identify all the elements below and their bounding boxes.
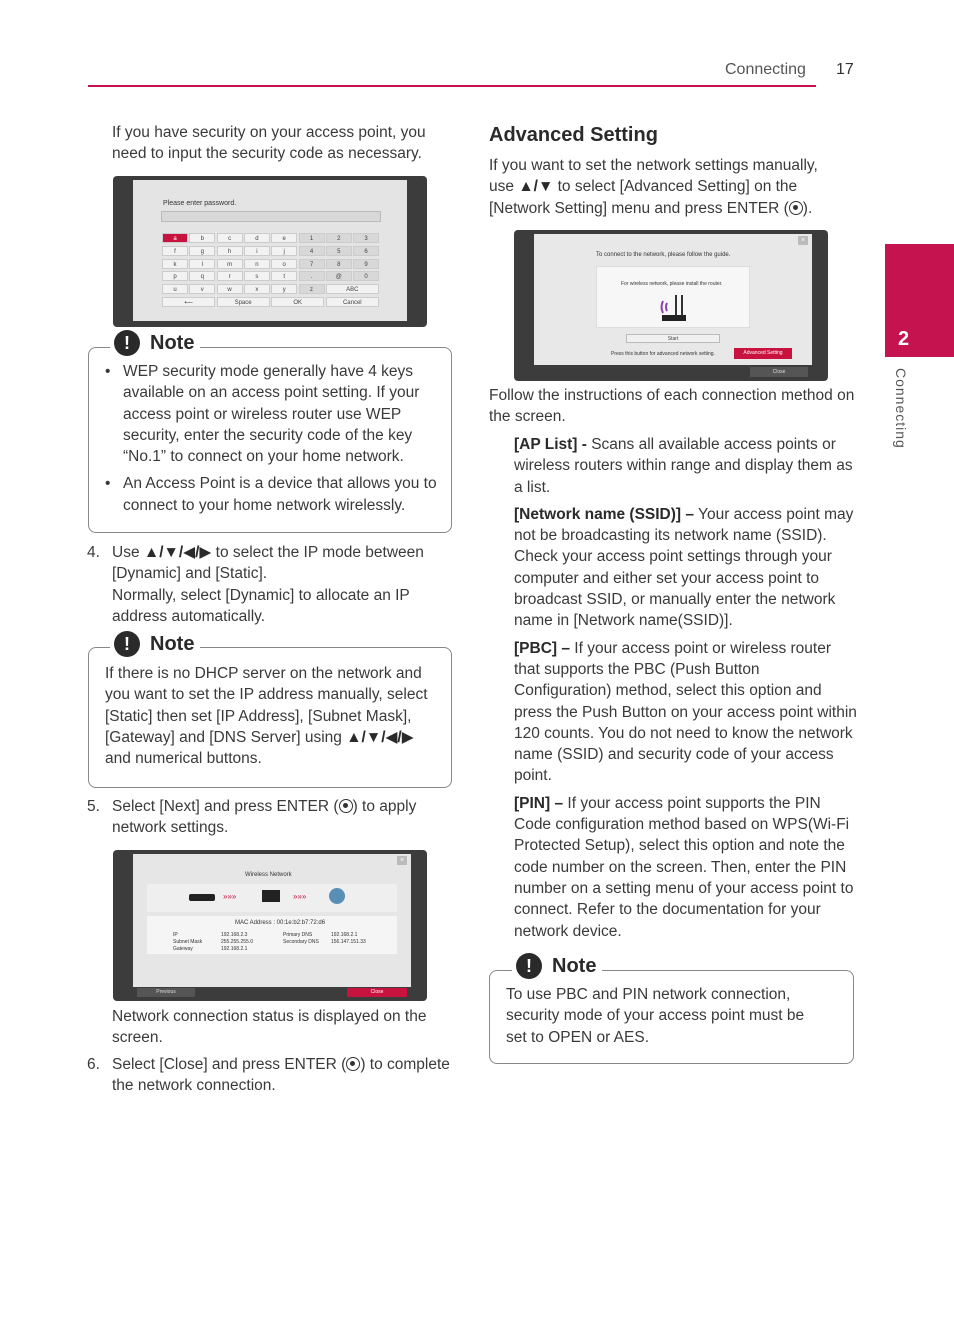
- page-number: 17: [836, 61, 854, 78]
- connection-diagram: [147, 884, 397, 912]
- network-status-screenshot: [113, 850, 427, 1001]
- keyboard-key[interactable]: 6: [353, 246, 379, 256]
- keyboard-key[interactable]: 8: [326, 259, 352, 269]
- keyboard-key[interactable]: c: [217, 233, 243, 243]
- info-label: Gateway: [173, 946, 193, 952]
- note-list-wep: [105, 361, 440, 522]
- definition-ssid: [514, 504, 857, 632]
- note-item: • WEP security mode generally have 4 keys available on an access point setting. If your access point or wireless router use WEP security, enter the security code of the key “No.1” to connect on your home network.: [105, 361, 440, 467]
- keyboard-key[interactable]: m: [217, 259, 243, 269]
- warning-icon: !: [114, 330, 140, 356]
- keyboard-key[interactable]: r: [217, 271, 243, 281]
- arrow-keys-icon: ▲/▼: [518, 178, 554, 196]
- close-icon[interactable]: ×: [798, 236, 808, 245]
- keyboard-key[interactable]: n: [244, 259, 270, 269]
- enter-icon: [789, 201, 803, 215]
- info-label: Primary DNS: [283, 932, 313, 938]
- player-icon: [189, 894, 215, 901]
- keyboard-key[interactable]: d: [244, 233, 270, 243]
- keyboard-key[interactable]: o: [271, 259, 297, 269]
- keyboard-key[interactable]: ABC: [326, 284, 379, 294]
- definition-text: If your access point or wireless router that supports the PBC (Push Button Configuration) method, select this option and press the Push Button on your access point within 120 counts. You do not need to know the network name (SSID) and security code of your access point.: [514, 639, 857, 785]
- keyboard-key[interactable]: 7: [299, 259, 325, 269]
- method-definitions: [514, 434, 857, 942]
- keyboard-key[interactable]: 3: [353, 233, 379, 243]
- mac-address: MAC Address : 00:1e:b2:b7:72:d6: [235, 920, 326, 926]
- close-icon[interactable]: ×: [397, 856, 407, 865]
- keyboard-key[interactable]: 5: [326, 246, 352, 256]
- intro-text: to select [Advanced Setting] on the [Network Setting] menu and press ENTER (: [489, 178, 798, 217]
- definition-term: [PIN] –: [514, 794, 564, 812]
- ip-values: [221, 932, 253, 953]
- info-label: Subnet Mask: [173, 939, 203, 945]
- step-text: ) to complete the network connection.: [112, 1056, 450, 1095]
- info-label: Secondary DNS: [283, 939, 319, 945]
- keyboard-key[interactable]: h: [217, 246, 243, 256]
- router-icon: [659, 293, 689, 323]
- keyboard-key[interactable]: b: [189, 233, 215, 243]
- keyboard-key[interactable]: w: [217, 284, 243, 294]
- warning-icon: !: [114, 631, 140, 657]
- guide-line-1: To connect to the network, please follow the guide.: [596, 252, 731, 258]
- dns-labels: [283, 932, 319, 946]
- step-text: ) to apply network settings.: [112, 798, 417, 837]
- definition-text: Your access point may not be broadcasting its network name (SSID). Check your access point settings through your computer and either set your access point to broadcast SSID, or manually enter the network name in [Network name(SSID)].: [514, 505, 854, 630]
- definition-pin: [514, 793, 857, 942]
- keyboard-key[interactable]: ⟵: [162, 297, 215, 307]
- keyboard-key[interactable]: u: [162, 284, 188, 294]
- warning-icon: !: [516, 953, 542, 979]
- keyboard-screenshot: [113, 176, 427, 327]
- intro-text: If you want to set the network settings manually, use: [489, 157, 818, 196]
- note-title: Note: [150, 632, 195, 655]
- note-text: If there is no DHCP server on the network and you want to set the IP address manually, select [Static] then set [IP Address], [Subnet Mask], [Gateway] and [DNS Server] using: [105, 665, 428, 746]
- info-value: 192.168.2.1: [331, 932, 358, 938]
- keyboard-key[interactable]: 2: [326, 233, 352, 243]
- step-4: [87, 542, 442, 627]
- note-title: Note: [552, 954, 597, 977]
- note-header-pbc: [512, 953, 602, 979]
- keyboard-key[interactable]: 9: [353, 259, 379, 269]
- info-value: 192.168.2.1: [221, 946, 248, 952]
- definition-term: [Network name (SSID)] –: [514, 505, 695, 523]
- follow-instructions: Follow the instructions of each connection method on the screen.: [489, 387, 855, 426]
- advanced-intro: [489, 155, 839, 219]
- globe-icon: [329, 888, 345, 904]
- signal-arrows-icon: »»»: [223, 892, 237, 901]
- keyboard-key[interactable]: z: [299, 284, 325, 294]
- keyboard-key[interactable]: Space: [217, 297, 270, 307]
- note-title: Note: [150, 331, 195, 354]
- step-5: [87, 796, 442, 839]
- advanced-hint: Press this button for advanced network setting.: [611, 351, 715, 357]
- keyboard-key[interactable]: 4: [299, 246, 325, 256]
- keyboard-key[interactable]: v: [189, 284, 215, 294]
- status-caption: Network connection status is displayed on the screen.: [112, 1008, 427, 1047]
- previous-button[interactable]: Previous: [137, 988, 195, 997]
- note-item: • An Access Point is a device that allows you to connect to your home network wirelessly.: [105, 473, 440, 516]
- definition-pbc: [514, 638, 857, 787]
- keyboard-key[interactable]: k: [162, 259, 188, 269]
- note-text-pbc: To use PBC and PIN network connection, security mode of your access point must be set to OPEN or AES.: [506, 986, 805, 1046]
- info-label: IP: [173, 932, 178, 938]
- close-button[interactable]: Close: [347, 988, 407, 997]
- arrow-keys-icon: ▲/▼/◀/▶: [346, 728, 414, 746]
- keyboard-key[interactable]: a: [162, 233, 188, 243]
- keyboard-key[interactable]: 0: [353, 271, 379, 281]
- keyboard-key[interactable]: Cancel: [326, 297, 379, 307]
- keyboard-key[interactable]: x: [244, 284, 270, 294]
- advanced-setting-heading: Advanced Setting: [489, 124, 658, 146]
- chapter-number: 2: [898, 328, 910, 350]
- definition-ap-list: [514, 434, 857, 498]
- guide-line-2: For wireless network, please install the router.: [621, 281, 723, 287]
- chapter-tab: [885, 244, 954, 357]
- arrow-keys-icon: ▲/▼/◀/▶: [143, 544, 212, 561]
- keyboard-key[interactable]: 1: [299, 233, 325, 243]
- step-number: 4.: [87, 544, 100, 561]
- keyboard-key[interactable]: e: [271, 233, 297, 243]
- dns-values: [331, 932, 366, 946]
- keyboard-key[interactable]: g: [189, 246, 215, 256]
- note-text-dhcp: [105, 663, 440, 769]
- keyboard-key[interactable]: @: [326, 271, 352, 281]
- router-guide-box: [596, 266, 750, 328]
- step-text: Select [Close] and press ENTER (: [112, 1056, 347, 1073]
- security-intro: If you have security on your access point, you need to input the security code as necessary.: [112, 124, 426, 163]
- keyboard-key[interactable]: p: [162, 271, 188, 281]
- step-text: to select the IP mode between [Dynamic] and [Static].: [112, 544, 424, 583]
- signal-arrows-icon: »»»: [293, 892, 307, 901]
- network-guide-screenshot: [514, 230, 828, 381]
- definition-text: If your access point supports the PIN Code configuration method based on WPS(Wi-Fi Protected Setup), select this option and note the code number on the screen. Then, enter the PIN number on a setting menu of your access point to connect. Refer to the documentation for your network device.: [514, 794, 854, 940]
- enter-icon: [339, 799, 353, 813]
- definition-term: [AP List] -: [514, 436, 587, 453]
- intro-text: ).: [802, 199, 813, 217]
- definition-text: Scans all available access points or wireless routers within range and display them as a list.: [514, 436, 853, 496]
- step-text: Use: [112, 544, 144, 561]
- keyboard-key[interactable]: t: [271, 271, 297, 281]
- keyboard-key[interactable]: .: [299, 271, 325, 281]
- keyboard-key[interactable]: y: [271, 284, 297, 294]
- router-icon: [262, 890, 280, 902]
- keyboard-key[interactable]: l: [189, 259, 215, 269]
- info-value: 192.168.2.3: [221, 932, 248, 938]
- step-text: Normally, select [Dynamic] to allocate an IP address automatically.: [112, 586, 410, 625]
- ip-labels: [173, 932, 202, 953]
- keyboard-key[interactable]: OK: [271, 297, 324, 307]
- note-header-wep: [110, 330, 200, 356]
- step-text: Select [Next] and press ENTER (: [112, 798, 339, 815]
- step-6: [87, 1054, 452, 1097]
- close-button[interactable]: Close: [750, 367, 808, 377]
- password-prompt: Please enter password.: [163, 200, 237, 207]
- start-button[interactable]: Start: [626, 334, 720, 343]
- step-number: 5.: [87, 798, 100, 815]
- info-value: 255.255.255.0: [221, 939, 253, 945]
- keyboard-key[interactable]: j: [271, 246, 297, 256]
- chapter-label: Connecting: [893, 368, 909, 449]
- keyboard-key[interactable]: i: [244, 246, 270, 256]
- password-field[interactable]: [161, 211, 381, 222]
- keyboard-key[interactable]: s: [244, 271, 270, 281]
- header-section: Connecting: [725, 61, 806, 78]
- keyboard-key[interactable]: q: [189, 271, 215, 281]
- info-value: 156.147.151.33: [331, 939, 366, 945]
- step-number: 6.: [87, 1056, 100, 1073]
- advanced-setting-button[interactable]: Advanced Setting: [734, 348, 792, 359]
- definition-term: [PBC] –: [514, 639, 570, 657]
- keyboard-key[interactable]: f: [162, 246, 188, 256]
- network-title: Wireless Network: [245, 872, 292, 878]
- enter-icon: [346, 1057, 360, 1071]
- note-text: and numerical buttons.: [105, 750, 262, 768]
- header-rule: [88, 85, 816, 87]
- note-header-dhcp: [110, 631, 200, 657]
